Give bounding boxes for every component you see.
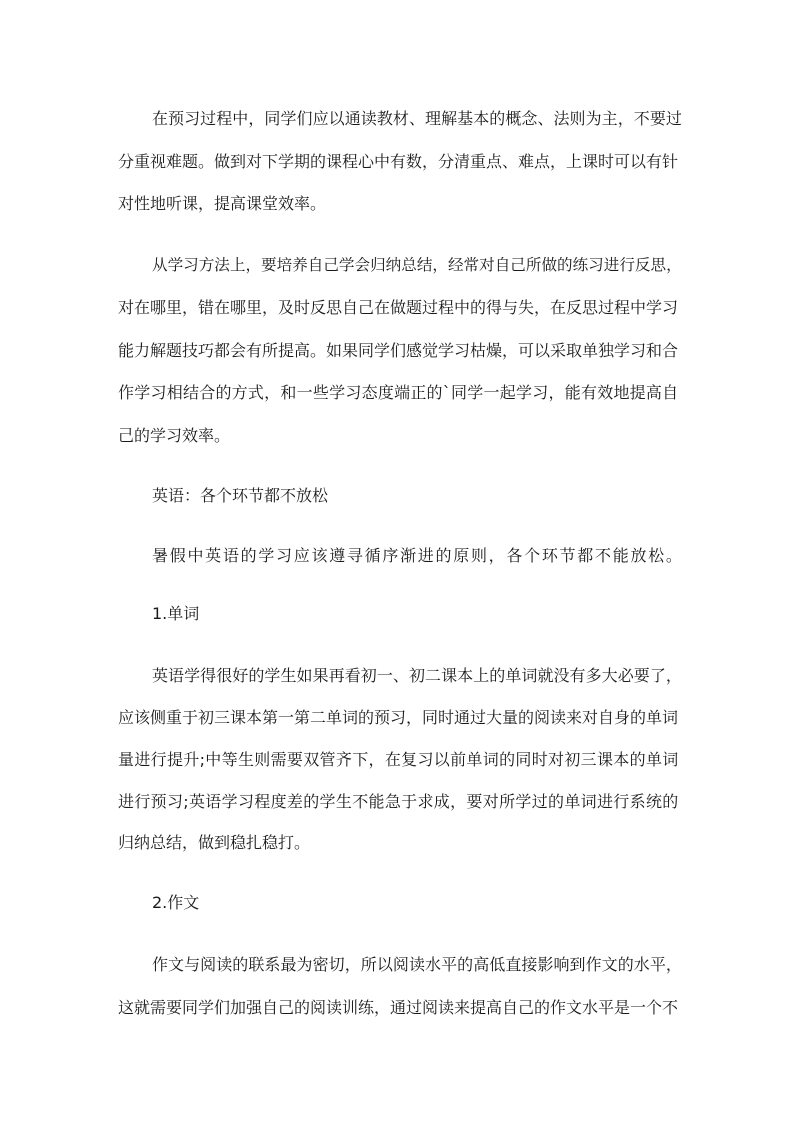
paragraph-line: 应该侧重于初三课本第一第二单词的预习，同时通过大量的阅读来对自身的单词 <box>118 708 679 727</box>
subheading-composition: 2.作文 <box>152 893 200 912</box>
paragraph-line: 进行预习;英语学习程度差的学生不能急于求成，要对所学过的单词进行系统的 <box>118 792 679 811</box>
paragraph-line: 量进行提升;中等生则需要双管齐下，在复习以前单词的同时对初三课本的单词 <box>118 750 679 769</box>
paragraph-line: 暑假中英语的学习应该遵寻循序渐进的原则，各个环节都不能放松。 <box>152 546 684 565</box>
paragraph-line: 分重视难题。做到对下学期的课程心中有数，分清重点、难点，上课时可以有针 <box>118 152 679 171</box>
subheading-vocabulary: 1.单词 <box>152 604 200 623</box>
paragraph-line: 对性地听课，提高课堂效率。 <box>118 194 327 213</box>
paragraph-line: 作文与阅读的联系最为密切，所以阅读水平的高低直接影响到作文的水平， <box>152 955 682 974</box>
paragraph-line: 英语学得很好的学生如果再看初一、初二课本上的单词就没有多大必要了， <box>152 666 682 685</box>
paragraph-line: 作学习相结合的方式，和一些学习态度端正的`同学一起学习，能有效地提高自 <box>118 383 679 402</box>
paragraph-line: 归纳总结，做到稳扎稳打。 <box>118 833 311 852</box>
section-heading-english: 英语：各个环节都不放松 <box>152 486 329 505</box>
paragraph-line: 从学习方法上，要培养自己学会归纳总结，经常对自己所做的练习进行反思， <box>152 256 682 274</box>
paragraph-line: 这就需要同学们加强自己的阅读训练，通过阅读来提高自己的作文水平是一个不 <box>118 998 679 1017</box>
paragraph-line: 对在哪里，错在哪里，及时反思自己在做题过程中的得与失，在反思过程中学习 <box>118 298 679 317</box>
paragraph-line: 在预习过程中，同学们应以通读教材、理解基本的概念、法则为主，不要过 <box>152 109 682 128</box>
paragraph-line: 己的学习效率。 <box>118 426 231 445</box>
paragraph-line: 能力解题技巧都会有所提高。如果同学们感觉学习枯燥，可以采取单独学习和合 <box>118 341 679 360</box>
